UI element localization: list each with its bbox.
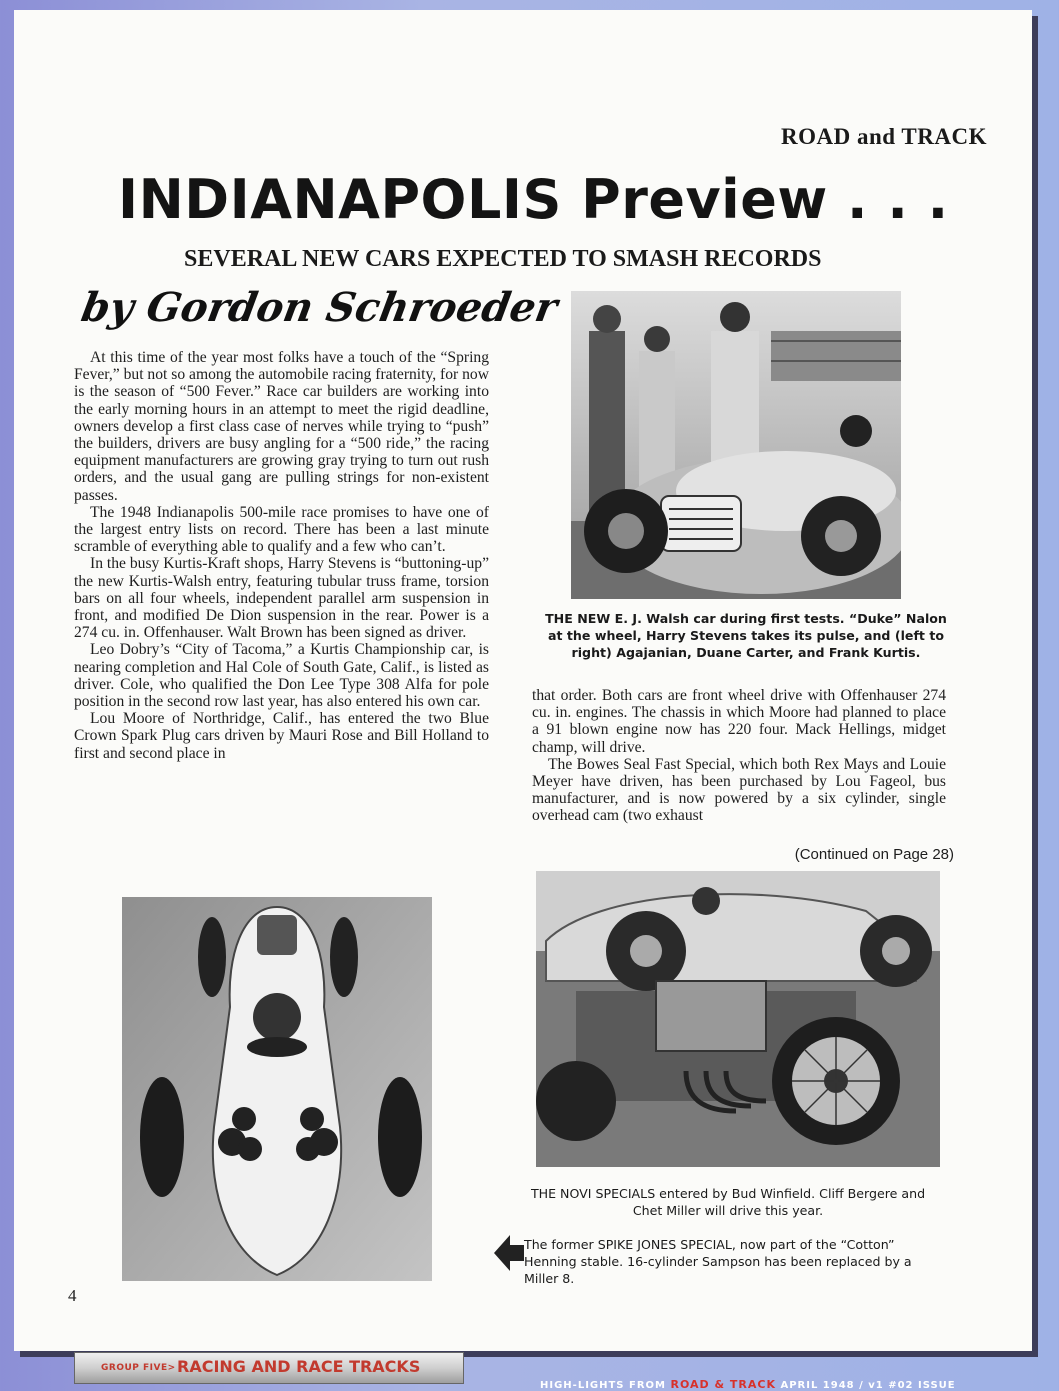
headline: INDIANAPOLIS Preview . . . <box>118 168 949 231</box>
article-paragraph: Leo Dobry’s “City of Tacoma,” a Kurtis Championship car, is nearing completion and Hal Cole of South Gate, Calif., is listed as driver. Cole, who qualified the Don Lee Type 308 Alfa for pole position in the second row last year, has also entered his own car. <box>74 641 489 711</box>
spike-jones-special-photo <box>122 897 432 1281</box>
footer-credit-issue: APRIL 1948 / v1 #02 ISSUE <box>780 1380 956 1391</box>
article-paragraph: Lou Moore of Northridge, Calif., has entered the two Blue Crown Spark Plug cars driven by Mauri Rose and Bill Holland to first and second place in <box>74 710 489 762</box>
footer-credit <box>540 1378 956 1391</box>
page-number: 4 <box>68 1286 77 1305</box>
spike-jones-caption: The former SPIKE JONES SPECIAL, now part of the “Cotton” Henning stable. 16-cylinder Sampson has been replaced by a Miller 8. <box>524 1237 912 1286</box>
footer-section-banner <box>74 1352 464 1384</box>
magazine-name: ROAD and TRACK <box>781 124 987 149</box>
walsh-car-photo <box>571 291 901 599</box>
footer-credit-prefix: HIGH-LIGHTS FROM <box>540 1380 666 1391</box>
continued-note: (Continued on Page 28) <box>794 846 954 863</box>
walsh-caption: THE NEW E. J. Walsh car during first tests. “Duke” Nalon at the wheel, Harry Stevens takes its pulse, and (left to right) Agajanian, Duane Carter, and Frank Kurtis. <box>545 611 947 660</box>
footer-group-label: GROUP FIVE> <box>101 1363 176 1373</box>
article-paragraph: that order. Both cars are front wheel drive with Offenhauser 274 cu. in. engines. The chassis in which Moore had planned to place a 91 blown engine now has 220 four. Mack Hellings, midget champ, will drive. <box>532 687 946 756</box>
subheadline: SEVERAL NEW CARS EXPECTED TO SMASH RECORDS <box>184 246 822 272</box>
article-column-right <box>532 687 946 825</box>
article-paragraph: The 1948 Indianapolis 500-mile race promises to have one of the largest entry lists on record. There has been a last minute scramble of everything able to qualify and a few who can’t. <box>74 503 489 556</box>
article-column-left <box>74 349 489 762</box>
article-paragraph: At this time of the year most folks have a touch of the “Spring Fever,” but not so among the automobile racing fraternity, for now is the season of “500 Fever.” Race car builders are working into the early morning hours in an attempt to meet the rigid deadline, owners develop a first class case of nerves while trying to “push” the builders, drivers are busy angling for a “500 ride,” the racing equipment manufacturers are growing gray trying to turn out rush orders, and the usual gang are pulling strings for non-existent passes. <box>74 349 489 504</box>
footer-topic-label: RACING AND RACE TRACKS <box>177 1357 421 1376</box>
byline: by Gordon Schroeder <box>77 284 561 331</box>
article-paragraph: In the busy Kurtis-Kraft shops, Harry Stevens is “buttoning-up” the new Kurtis-Walsh entry, featuring tubular truss frame, torsion bars on all four wheels, independent parallel arm suspension in front, and modified De Dion suspension in the rear. Power is a 274 cu. in. Offenhauser. Walt Brown has been signed as driver. <box>74 555 489 642</box>
left-arrow-icon <box>494 1233 524 1273</box>
novi-specials-photo <box>536 871 940 1167</box>
novi-caption: THE NOVI SPECIALS entered by Bud Winfield. Cliff Bergere and Chet Miller will drive this year. <box>530 1186 926 1218</box>
footer-credit-magazine: ROAD & TRACK <box>670 1378 776 1391</box>
article-paragraph: The Bowes Seal Fast Special, which both Rex Mays and Louie Meyer have driven, has been purchased by Lou Fageol, bus manufacturer, and is now powered by a six cylinder, single overhead cam (two exhaust <box>532 755 946 825</box>
